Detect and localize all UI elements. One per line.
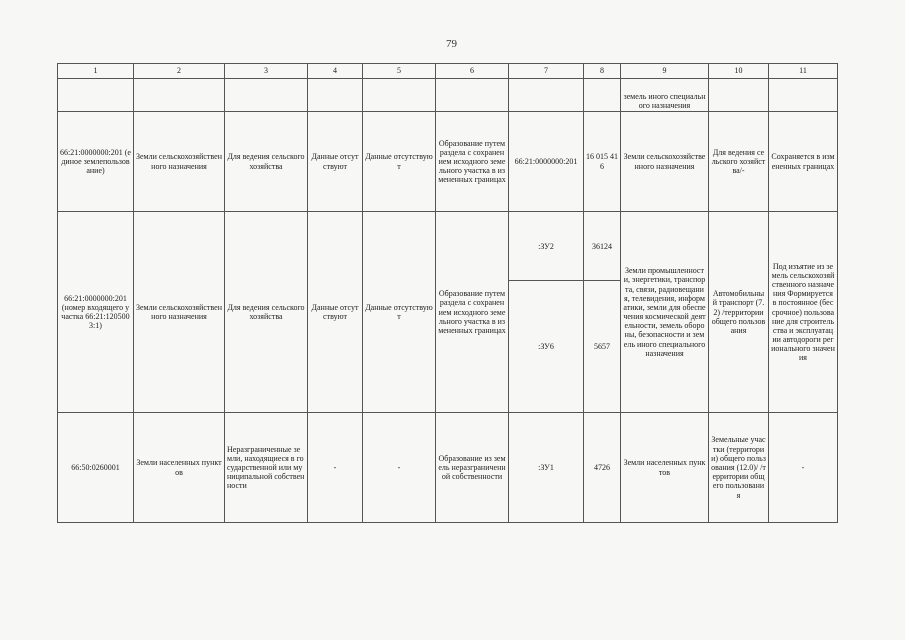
page-number: 79 bbox=[446, 38, 457, 50]
permitted-use-cell: Для ведения сельского хозяйства/- bbox=[709, 112, 769, 212]
col-number: 4 bbox=[308, 64, 363, 79]
cadastral-number-cell: 66:50:0260001 bbox=[58, 413, 134, 523]
table-row bbox=[58, 413, 838, 523]
plot-designation-cell: 66:21:0000000:201 bbox=[509, 112, 584, 212]
empty-cell bbox=[363, 79, 436, 112]
permitted-use-cell: Для ведения сельского хозяйства bbox=[225, 211, 308, 412]
col-number: 7 bbox=[509, 64, 584, 79]
col-number: 8 bbox=[584, 64, 621, 79]
plot-designation-cell: :ЗУ6 bbox=[509, 281, 584, 413]
data-cell: Данные отсутствуют bbox=[363, 112, 436, 212]
col-number: 3 bbox=[225, 64, 308, 79]
cadastral-number-cell: 66:21:0000000:201 (номер входящего участка 66:21:1205003:1) bbox=[58, 211, 134, 412]
land-category-cell: Земли сельскохозяйственного назначения bbox=[134, 211, 225, 412]
permitted-use-cell: Автомобильный транспорт (7.2) /территории общего пользования bbox=[709, 211, 769, 412]
data-cell: Данные отсутствуют bbox=[308, 112, 363, 212]
data-cell: Данные отсутствуют bbox=[308, 211, 363, 412]
formation-method-cell: Образование из земель неразграниченной собственности bbox=[436, 413, 509, 523]
table-row bbox=[58, 112, 838, 212]
empty-cell bbox=[584, 79, 621, 112]
col-number: 9 bbox=[621, 64, 709, 79]
col-number: 10 bbox=[709, 64, 769, 79]
formation-method-cell: Образование путем раздела с сохранением исходного земельного участка в измененных границах bbox=[436, 112, 509, 212]
permitted-use-cell: Для ведения сельского хозяйства bbox=[225, 112, 308, 212]
empty-cell bbox=[308, 79, 363, 112]
land-category-cell: Земли сельскохозяйственного назначения bbox=[621, 112, 709, 212]
land-category-cell: Земли промышленности, энергетики, транспорта, связи, радиовещания, телевидения, информатики, земли для обеспечения космической деятельности, земель обороны, безопасности и земель иного специального назначения bbox=[621, 211, 709, 412]
empty-cell bbox=[58, 79, 134, 112]
col-number: 5 bbox=[363, 64, 436, 79]
continuation-row bbox=[58, 79, 838, 112]
data-cell: Данные отсутствуют bbox=[363, 211, 436, 412]
land-category-cell: Земли населенных пунктов bbox=[134, 413, 225, 523]
data-cell: - bbox=[363, 413, 436, 523]
empty-cell bbox=[225, 79, 308, 112]
plot-designation-cell: :ЗУ1 bbox=[509, 413, 584, 523]
empty-cell bbox=[509, 79, 584, 112]
land-category-cell: земель иного специального назначения bbox=[621, 79, 709, 112]
cadastral-number-cell: 66:21:0000000:201 (единое землепользование) bbox=[58, 112, 134, 212]
area-cell: 36124 bbox=[584, 211, 621, 280]
formation-method-cell: Образование путем раздела с сохранением исходного земельного участка в измененных границах bbox=[436, 211, 509, 412]
area-cell: 4726 bbox=[584, 413, 621, 523]
land-category-cell: Земли населенных пунктов bbox=[621, 413, 709, 523]
land-category-cell: Земли сельскохозяйственного назначения bbox=[134, 112, 225, 212]
note-cell: Сохраняется в измененных границах bbox=[769, 112, 838, 212]
col-number: 2 bbox=[134, 64, 225, 79]
table-row bbox=[58, 211, 838, 280]
area-cell: 16 015 416 bbox=[584, 112, 621, 212]
note-cell: - bbox=[769, 413, 838, 523]
empty-cell bbox=[709, 79, 769, 112]
note-cell: Под изъятие из земель сельскохозяйственного назначения Формируется в постоянное (бессрочное) пользование для строительства и эксплуатации автодороги регионального значения bbox=[769, 211, 838, 412]
col-number: 11 bbox=[769, 64, 838, 79]
permitted-use-cell: Неразграниченные земли, находящиеся в государственной или муниципальной собственности bbox=[225, 413, 308, 523]
col-number: 6 bbox=[436, 64, 509, 79]
empty-cell bbox=[436, 79, 509, 112]
empty-cell bbox=[134, 79, 225, 112]
col-number: 1 bbox=[58, 64, 134, 79]
land-plots-table bbox=[57, 63, 838, 523]
data-cell: - bbox=[308, 413, 363, 523]
permitted-use-cell: Земельные участки (территории) общего пользования (12.0)/ /территории общего пользования bbox=[709, 413, 769, 523]
column-number-row bbox=[58, 64, 838, 79]
plot-designation-cell: :ЗУ2 bbox=[509, 211, 584, 280]
area-cell: 5657 bbox=[584, 281, 621, 413]
empty-cell bbox=[769, 79, 838, 112]
